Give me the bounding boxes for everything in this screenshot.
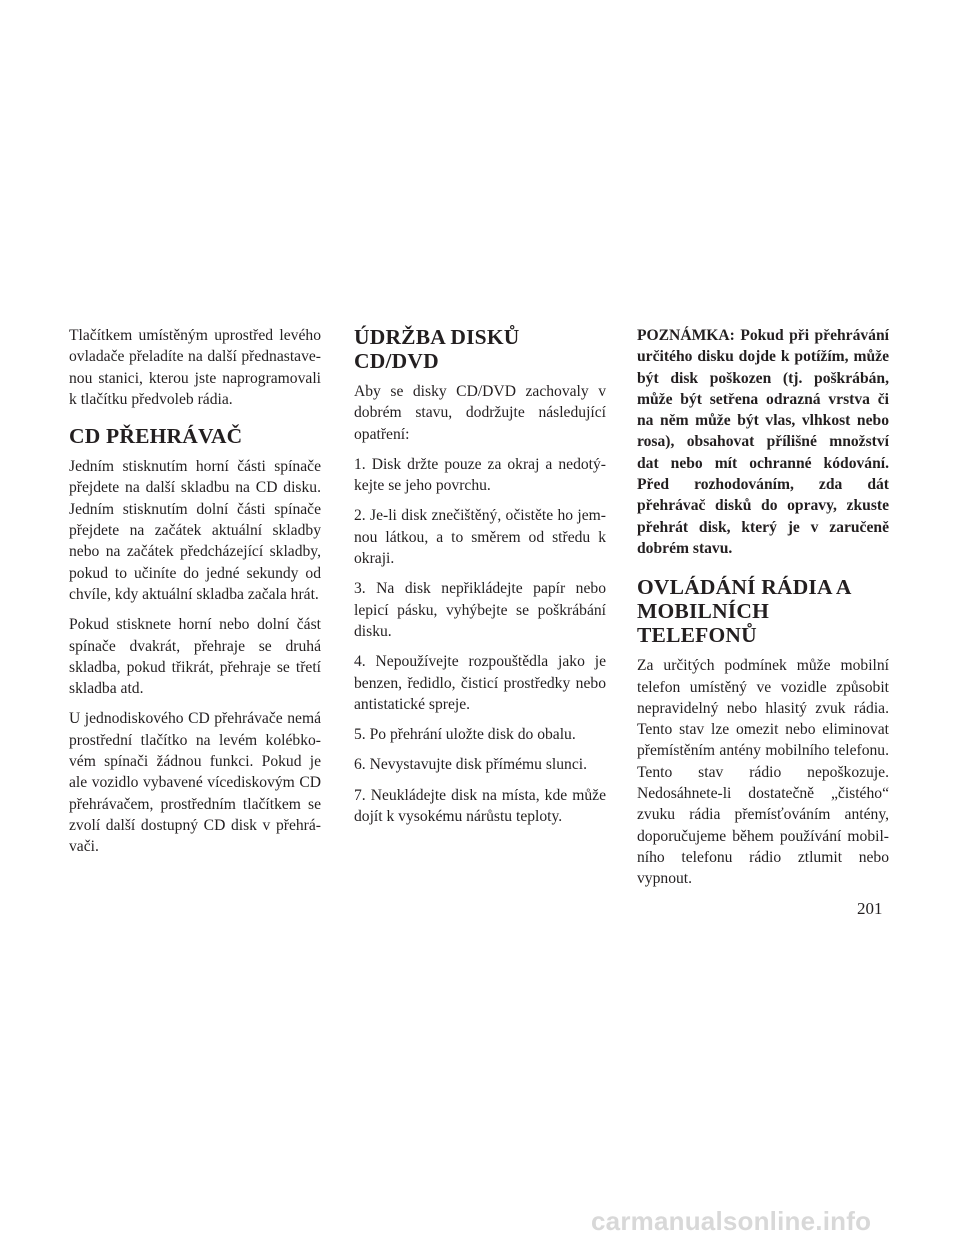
paragraph: Pokud stisknete horní nebo dolní část spínače dvakrát, přehraje se druhá skladba, pokud třikrát, přehraje se třetí skladba atd.: [69, 616, 321, 698]
list-item: 7. Neukládejte disk na místa, kde může dojít k vysokému nárůstu teploty.: [354, 786, 606, 826]
page-number: 201: [857, 899, 883, 918]
list-item: 3. Na disk nepřikládejte papír nebo lepicí pásku, vyhýbejte se poškrábání disku.: [354, 580, 606, 640]
note-paragraph: POZNÁMKA: Pokud při přehrávání určitého disku dojde k potížím, může být disk poškozen (tj. poškrábán, může být setřena odrazná vrstva či na něm může být vlas, vlhkost nebo rosa), obsahovat přílišné množství dat nebo mít ochranné kódování. Před rozhodováním, zda dát přehrávač disků do opravy, zkuste přehrát disk, který je v zaručeně dobrém stavu.: [637, 327, 889, 557]
intro-paragraph: Tlačítkem umístěným uprostřed levého ovladače přeladíte na další přednastavenou stanici, kterou jste naprogramovali k tlačítku předvoleb rádia.: [69, 327, 321, 408]
list-item: 2. Je-li disk znečištěný, očistěte ho jemnou látkou, a to směrem od středu k okraji.: [354, 507, 606, 568]
section-heading-disc-care: ÚDRŽBA DISKŮ CD/DVD: [354, 325, 520, 373]
paragraph: Aby se disky CD/DVD zachovaly v dobrém stavu, dodržujte následující opatření:: [354, 383, 606, 443]
paragraph: U jednodiskového CD přehrávače nemá prostřední tlačítko na levém kolébkovém spínači žádnou funkci. Pokud je ale vozidlo vybavené vícediskovým CD přehrávačem, prostředním tlačítkem se zvolí další dostupný CD disk v přehrávači.: [69, 710, 321, 856]
list-item: 5. Po přehrání uložte disk do obalu.: [354, 726, 576, 744]
list-item: 1. Disk držte pouze za okraj a nedotýkejte se jeho povrchu.: [354, 455, 606, 495]
watermark: carmanualsonline.info: [591, 1206, 872, 1236]
paragraph: Jedním stisknutím horní části spínače přejdete na další skladbu na CD disku. Jedním stisknutím dolní části spínače přejdete na začátek aktuální skladby nebo na začátek předcházející skladby, pokud to učiníte do jedné sekundy od chvíle, kdy aktuální skladba začala hrát.: [69, 458, 321, 603]
list-item: 4. Nepoužívejte rozpouštědla jako je benzen, ředidlo, čisticí prostředky nebo antistatické spreje.: [354, 653, 606, 713]
section-heading-cd-player: CD PŘEHRÁVAČ: [69, 424, 243, 449]
list-item: 6. Nevystavujte disk přímému slunci.: [354, 756, 588, 774]
section-heading-radio-phones: OVLÁDÁNÍ RÁDIA A MOBILNÍCH TELEFONŮ: [637, 575, 851, 648]
column-left: [69, 325, 321, 867]
paragraph: Za určitých podmínek může mobilní telefon umístěný ve vozidle způsobit nepravidelný nebo hlasitý zvuk rádia. Tento stav lze omezit nebo eliminovat přemístěním antény mobilního telefonu. Tento stav rádio nepoškozuje. Nedosáhnete-li dostatečně „čistého“ zvuku rádia přemísťováním antény, doporučujeme během používání mobilního telefonu rádio ztlumit nebo vypnout.: [637, 657, 889, 888]
column-right: [637, 325, 889, 899]
column-middle: [354, 325, 606, 836]
